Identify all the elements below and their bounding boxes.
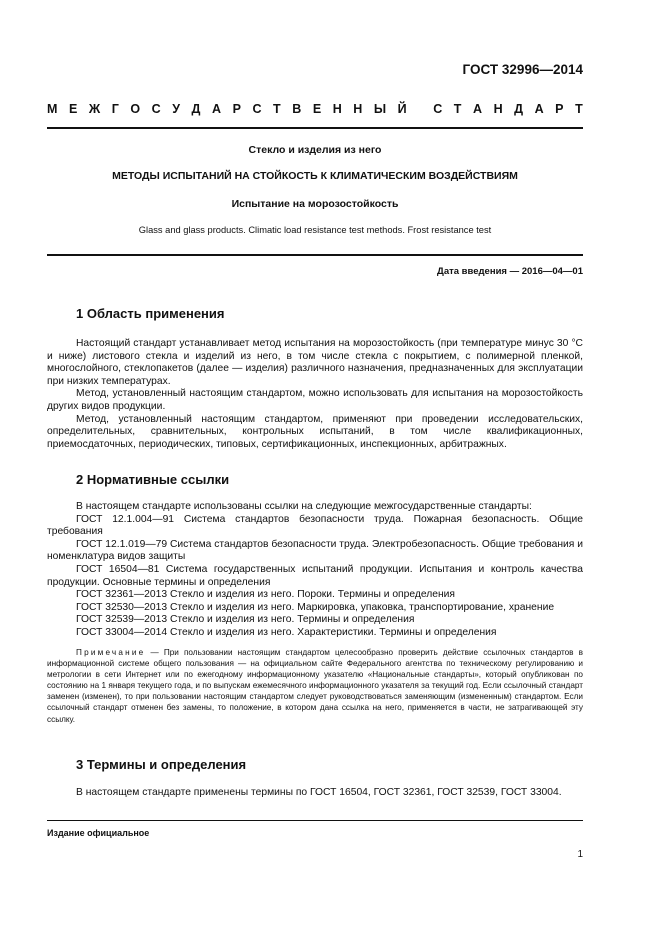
title-rule [47,254,583,256]
banner-letter: Й [397,102,407,116]
reference-item: ГОСТ 32539—2013 Стекло и изделия из него. Термины и определения [76,614,415,626]
page-number: 1 [577,849,583,860]
banner-letter: С [433,102,443,116]
title-english: Glass and glass products. Climatic load resistance test methods. Frost resistance test [138,225,492,235]
reference-item: ГОСТ 32530—2013 Стекло и изделия из него. Маркировка, упаковка, транспортирование, хранение [76,601,555,613]
banner-letter: У [172,102,180,116]
banner-gap [418,102,421,116]
banner-letter: О [130,102,141,116]
banner-letter: Д [191,102,201,116]
interstate-standard-banner [47,102,583,116]
title-subtitle: Испытание на морозостойкость [231,198,399,210]
footer-rule [47,820,583,821]
reference-item: ГОСТ 16504—81 Система государственных испытаний продукции. Испытания и контроль качества продукции. Основные термины и определения [47,563,583,588]
banner-letter: Е [312,102,322,116]
title-line-1: Стекло и изделия из него [248,144,382,156]
section-2-heading: 2 Нормативные ссылки [76,472,230,487]
section-1-heading: 1 Область применения [76,306,225,321]
section-3-heading: 3 Термины и определения [76,757,247,772]
banner-letter: С [151,102,161,116]
header-rule [47,127,583,129]
banner-letter: А [472,102,483,116]
section-1-body [47,338,583,451]
section-3-paragraph: В настоящем стандарте применены термины по ГОСТ 16504, ГОСТ 32361, ГОСТ 32539, ГОСТ 33004. [76,787,562,798]
banner-letter: Р [232,102,241,116]
title-main: МЕТОДЫ ИСПЫТАНИЙ НА СТОЙКОСТЬ К КЛИМАТИЧЕСКИМ ВОЗДЕЙСТВИЯМ [112,170,518,182]
banner-letter: Г [111,102,119,116]
banner-letter: Ж [88,102,101,116]
effective-date: Дата введения — 2016—04—01 [437,266,583,277]
banner-letter: Т [453,102,462,116]
banner-letter: Р [555,102,564,116]
reference-item: ГОСТ 12.1.004—91 Система стандартов безопасности труда. Пожарная безопасность. Общие требования [47,513,583,538]
banner-letter: Н [332,102,342,116]
section-3-body [47,787,583,800]
banner-letter: А [212,102,222,116]
note-label: Примечание [76,648,146,657]
section-1-paragraph: Метод, установленный настоящим стандартом, применяют при проведении исследовательских, определительных, сравнительных, контрольных испытаний, в том числе квалификационных, приемосдаточных, периодических, типовых, сертификационных, инспекционных, арбитражных. [47,413,583,450]
note-body: — При пользовании настоящим стандартом целесообразно проверить действие ссылочных стандартов в информационной системе общего пользования — на официальном сайте Федерального агентства по техническому регулированию и метрологии в сети Интернет или по ежегодному информационному указателю «Национальные стандарты», который опубликован по состоянию на 1 января текущего года, и по выпускам ежемесячного информационного указателя за текущий год. Если ссылочный стандарт заменен (изменен), то при пользовании настоящим стандартом следует руководствоваться заменяющим (измененным) стандартом. Если ссылочный стандарт отменен без замены, то положение, в котором дана ссылка на него, применяется в части, не затрагивающей эту ссылку. [47,648,583,724]
note-text [47,647,583,725]
banner-letter: Н [493,102,503,116]
section-1-paragraph: Настоящий стандарт устанавливает метод испытания на морозостойкость (при температуре минус 30 °С и ниже) листового стекла и изделий из него, в том числе стекла с покрытием, с полимерной пленкой, многослойного, стеклопакетов (далее — изделия) различного назначения, предназначенных для эксплуатации при низких температурах. [47,338,583,387]
section-2-body [47,501,583,640]
banner-letter: Ы [373,102,387,116]
banner-letter: Т [575,102,583,116]
banner-letter: Т [273,102,281,116]
section-2-intro: В настоящем стандарте использованы ссылки на следующие межгосударственные стандарты: [76,501,532,512]
banner-letter: М [47,102,58,116]
official-edition-label: Издание официальное [47,828,150,838]
section-1-paragraph: Метод, установленный настоящим стандартом, можно использовать для испытания на морозостойкость других видов продукции. [47,388,583,412]
document-number: ГОСТ 32996—2014 [462,62,583,77]
reference-item: ГОСТ 12.1.019—79 Система стандартов безопасности труда. Электробезопасность. Общие требования и номенклатура видов защиты [47,538,583,563]
banner-letter: Н [353,102,363,116]
reference-item: ГОСТ 32361—2013 Стекло и изделия из него. Пороки. Термины и определения [76,589,456,601]
banner-letter: В [292,102,302,116]
banner-letter: С [252,102,262,116]
note-block [47,647,583,725]
reference-item: ГОСТ 33004—2014 Стекло и изделия из него. Характеристики. Термины и определения [76,626,497,638]
banner-letter: А [534,102,544,116]
banner-letter: Д [514,102,524,116]
banner-letter: Е [68,102,78,116]
